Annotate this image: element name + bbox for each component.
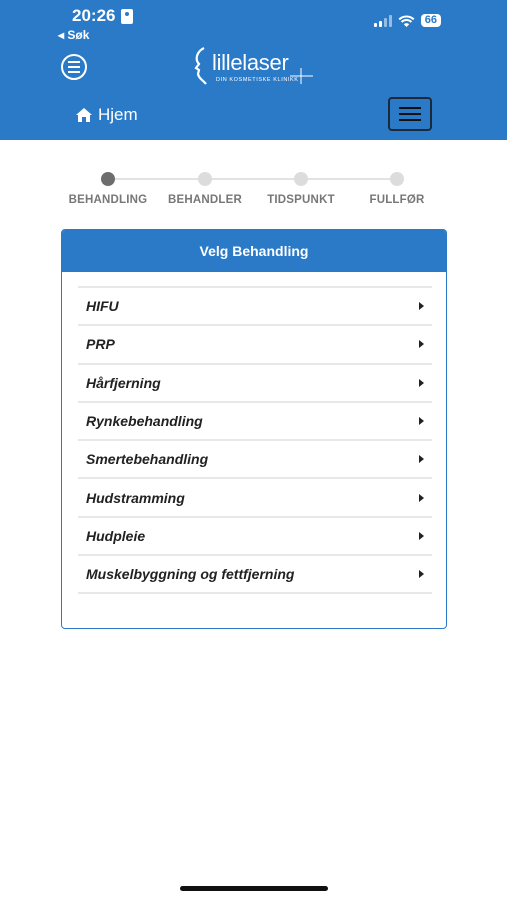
chevron-right-icon	[419, 532, 424, 540]
app-header	[0, 0, 507, 140]
step-label: TIDSPUNKT	[267, 194, 335, 206]
logo-tagline: DIN KOSMETISKE KLINIKK	[216, 77, 299, 83]
step-dot-active	[101, 172, 115, 186]
treatment-label: HIFU	[86, 298, 119, 315]
step-label: BEHANDLING	[68, 194, 148, 206]
step-label: BEHANDLER	[168, 194, 242, 206]
step-tidspunkt	[253, 170, 349, 206]
hamburger-menu-button[interactable]	[388, 97, 432, 131]
chevron-right-icon	[419, 570, 424, 578]
treatment-label: Hudstramming	[86, 489, 185, 506]
treatment-item-harfjerning[interactable]	[78, 365, 432, 403]
chevron-right-icon	[419, 494, 424, 502]
chevron-right-icon	[419, 302, 424, 310]
treatment-label: PRP	[86, 336, 115, 353]
card-title: Velg Behandling	[62, 230, 446, 272]
treatment-item-smertebehandling[interactable]	[78, 441, 432, 479]
chevron-right-icon	[419, 379, 424, 387]
treatment-item-hifu[interactable]	[78, 288, 432, 326]
treatment-list	[78, 286, 432, 594]
treatment-label: Smertebehandling	[86, 451, 209, 468]
step-fullfor	[349, 170, 445, 206]
status-time-text: 20:26	[72, 6, 116, 25]
chevron-right-icon	[419, 417, 424, 425]
treatment-card	[61, 229, 447, 629]
chevron-right-icon	[419, 455, 424, 463]
home-link-label: Hjem	[98, 105, 138, 124]
hamburger-icon	[399, 107, 421, 109]
chevron-right-icon	[419, 340, 424, 348]
treatment-item-prp[interactable]	[78, 326, 432, 364]
step-behandling	[60, 170, 156, 206]
status-time	[72, 6, 133, 26]
menu-icon[interactable]	[61, 54, 87, 80]
back-to-search-link[interactable]: ◂ Søk	[58, 28, 90, 42]
home-link[interactable]	[76, 105, 138, 125]
logo-text: lillelaser	[212, 50, 289, 75]
id-card-icon	[121, 9, 133, 24]
step-label: FULLFØR	[369, 194, 425, 206]
step-dot	[198, 172, 212, 186]
home-icon	[76, 108, 92, 122]
treatment-label: Rynkebehandling	[86, 413, 203, 430]
step-dot	[294, 172, 308, 186]
home-indicator[interactable]	[180, 886, 328, 891]
treatment-item-hudpleie[interactable]	[78, 518, 432, 556]
booking-progress-steps	[60, 170, 445, 210]
battery-indicator: 66	[421, 14, 441, 27]
step-dot	[390, 172, 404, 186]
brand-logo	[190, 46, 315, 88]
status-icons	[374, 14, 441, 27]
treatment-item-hudstramming[interactable]	[78, 479, 432, 517]
step-behandler	[157, 170, 253, 206]
wifi-icon	[398, 15, 415, 27]
treatment-label: Hudpleie	[86, 527, 146, 544]
signal-icon	[374, 15, 392, 27]
treatment-label: Muskelbyggning og fettfjerning	[86, 566, 295, 583]
treatment-item-muskelbyggning[interactable]	[78, 556, 432, 594]
treatment-item-rynkebehandling[interactable]	[78, 403, 432, 441]
treatment-label: Hårfjerning	[86, 374, 161, 391]
